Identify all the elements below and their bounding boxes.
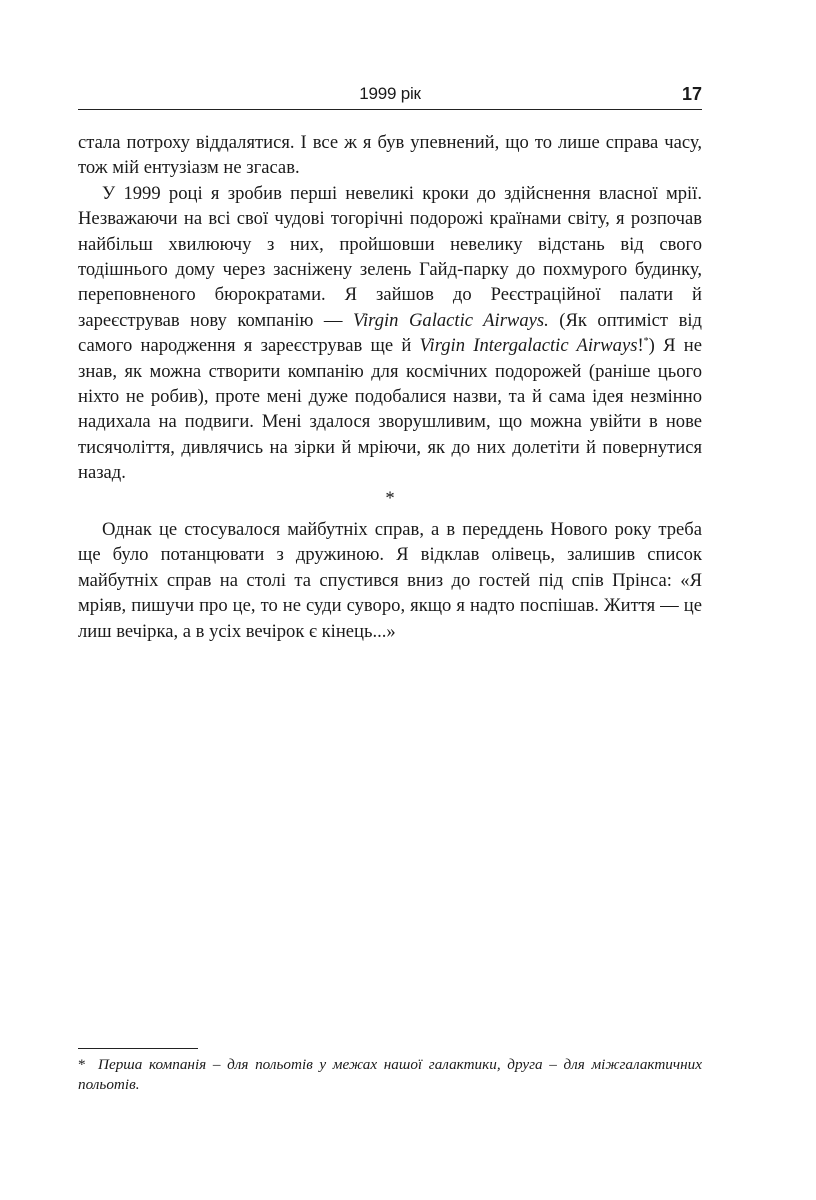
paragraph-2-text-d: ) Я не знав, як можна створити компанію для космічних подорожей (раніше цього ніхто не робив), проте мені дуже подобалися назви, та й сама ідея незмінно надихала на подвиги. Мені здалося зворушливим, що можна увійти в нове тисячоліття, дивлячись на зірки й мріючи, як до них долетіти й повернутися назад. [78, 335, 702, 484]
book-page [78, 0, 702, 1200]
body-text [78, 130, 702, 644]
header-rule [78, 109, 702, 110]
footnote-reference: * [643, 336, 649, 348]
company-name-intergalactic: Virgin Intergalactic Airways [419, 335, 638, 357]
footnote-mark: * [78, 1056, 86, 1073]
page-number: 17 [681, 84, 702, 104]
paragraph-2 [78, 181, 702, 486]
paragraph-2-text-b: (Як оптиміст від самого народження я зареєстрував ще й [78, 309, 702, 357]
running-head [78, 84, 702, 108]
company-name-galactic: Virgin Galactic Airways. [353, 309, 549, 331]
section-break-asterism: * [385, 487, 395, 509]
footnote-text: Перша компанія – для польотів у межах нашої галактики, друга – для міжгалактичних польотів. [78, 1056, 702, 1093]
paragraph-2-text-a: У 1999 році я зробив перші невеликі кроки до здійснення власної мрії. Незважаючи на всі свої чудові тогорічні подорожі країнами світу, я розпочав найбільш хвилюючу з них, пройшовши невелику відстань від свого тодішнього дому через засніжену зелень Гайд-парку до похмурого будинку, переповненого бюрократами. Я зайшов до Реєстраційної палати й зареєстрував нову компанію — [78, 182, 702, 331]
paragraph-1: стала потроху віддалятися. І все ж я був упевнений, що то лише справа часу, тож мій ентузіазм не згасав. [78, 132, 702, 179]
footnote [78, 1055, 702, 1095]
paragraph-2-text-c: ! [637, 335, 644, 357]
footnote-rule [78, 1048, 198, 1049]
running-title: 1999 рік [359, 84, 421, 103]
paragraph-3: Однак це стосувалося майбутніх справ, а в переддень Нового року треба ще було потанцювати з дружиною. Я відклав олівець, залишив список майбутніх справ на столі та спустився вниз до гостей під спів Прінса: «Я мріяв, пишучи про це, то не суди суворо, якщо я надто поспішав. Життя — це лиш вечірка, а в усіх вечірок є кінець...» [78, 519, 702, 642]
